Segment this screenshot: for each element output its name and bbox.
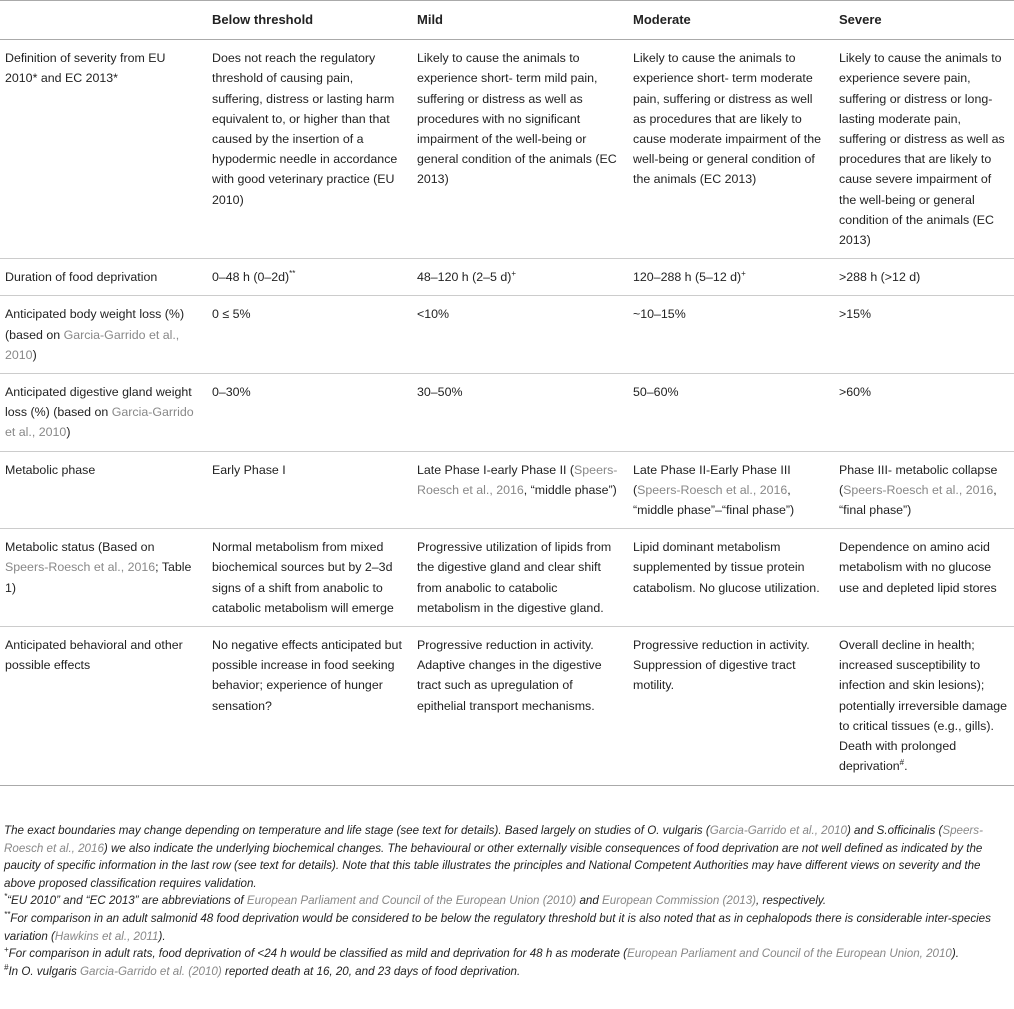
row-label: Metabolic phase (5, 462, 96, 477)
table-row-behavioral-effects (0, 627, 1014, 785)
table-cell: Lipid dominant metabolism supplemented by tissue protein catabolism. No glucose utilization. (633, 540, 820, 595)
table-cell: Progressive reduction in activity. Suppression of digestive tract motility. (633, 638, 810, 693)
row-label: Duration of food deprivation (5, 270, 158, 285)
header-cell-empty (0, 1, 207, 40)
footnote-general: The exact boundaries may change depending on temperature and life stage (see text for details). Based largely on studies of O. vulgaris (Garcia-Garrido et al., 2010) and S.officinalis (Speers-Roesch et al., 2016) we also indicate the underlying biochemical changes. The behavioural or other externally visible consequences of food deprivation are not well defined as indicated by the paucity of specific information in the last row (see text for details). Note that this table illustrates the principles and National Competent Authorities may have different views on severity and the above proposed classification requires validation. (4, 824, 983, 890)
table-cell: Does not reach the regulatory threshold of causing pain, suffering, distress or lasting harm equivalent to, or higher than that caused by the insertion of a hypodermic needle in accordance with good veterinary practice (EU 2010) (212, 51, 398, 207)
header-moderate: Moderate (628, 1, 834, 40)
table-cell: 48–120 h (2–5 d)+ (417, 269, 517, 285)
table-cell: 0–30% (212, 385, 251, 400)
header-row (0, 1, 1014, 40)
table-cell: No negative effects anticipated but possible increase in food seeking behavior; experience of hunger sensation? (212, 638, 402, 713)
table-cell: Likely to cause the animals to experience short- term mild pain, suffering or distress as well as procedures with no significant impairment of the well-being or general condition of the animals (EC 2013) (417, 51, 617, 187)
header-mild: Mild (412, 1, 628, 40)
reference-link[interactable]: Garcia-Garrido et al., 2010 (5, 405, 194, 440)
table-cell: >60% (839, 385, 872, 400)
row-label: Anticipated behavioral and other possible effects (5, 638, 183, 673)
reference-link[interactable]: European Parliament and Council of the European Union (2010) (246, 894, 577, 908)
table-row-metabolic-phase (0, 451, 1014, 529)
table-cell: >288 h (>12 d) (839, 270, 921, 285)
footnote-plus: +For comparison in adult rats, food deprivation of <24 h would be classified as mild and deprivation for 48 h as moderate (European Parliament and Council of the European Union, 2010). (4, 945, 959, 961)
footnote-mark: ** (289, 269, 296, 279)
reference-link[interactable]: European Commission (2013) (602, 894, 757, 908)
table-cell: 50–60% (633, 385, 679, 400)
table-cell: 0 ≤ 5% (212, 307, 251, 322)
footnote-mark: + (511, 269, 517, 279)
table-row-digestive-gland (0, 374, 1014, 452)
table-row-duration (0, 259, 1014, 296)
table-cell: Dependence on amino acid metabolism with no glucose use and depleted lipid stores (839, 540, 997, 595)
row-label: Anticipated digestive gland weight loss (%) (based on Garcia-Garrido et al., 2010) (5, 385, 194, 440)
table-cell: 0–48 h (0–2d)** (212, 269, 296, 285)
table-cell: 120–288 h (5–12 d)+ (633, 269, 746, 285)
footnote-mark: + (741, 269, 746, 279)
table-footnotes (4, 822, 1008, 980)
reference-link[interactable]: Speers-Roesch et al., 2016 (4, 824, 983, 855)
row-label: Metabolic status (Based on Speers-Roesch et al., 2016; Table 1) (5, 540, 192, 595)
table-row-metabolic-status (0, 529, 1014, 627)
reference-link[interactable]: Speers-Roesch et al., 2016 (843, 482, 994, 497)
table-cell: Progressive utilization of lipids from the digestive gland and clear shift from anabolic to catabolic metabolism in the digestive gland. (417, 540, 612, 615)
table-cell: Late Phase I-early Phase II (Speers-Roesch et al., 2016, “middle phase”) (417, 462, 618, 497)
reference-link[interactable]: European Parliament and Council of the European Union, 2010 (627, 947, 952, 961)
reference-link[interactable]: Hawkins et al., 2011 (54, 929, 159, 943)
table-cell: 30–50% (417, 385, 463, 400)
reference-link[interactable]: Speers-Roesch et al., 2016 (637, 482, 788, 497)
row-label: Anticipated body weight loss (%) (based on Garcia-Garrido et al., 2010) (5, 307, 185, 362)
reference-link[interactable]: Speers-Roesch et al., 2016 (5, 560, 156, 575)
table-row-body-weight (0, 296, 1014, 374)
table-cell: Progressive reduction in activity. Adaptive changes in the digestive tract such as upregulation of epithelial transport mechanisms. (417, 638, 602, 713)
header-severe: Severe (834, 1, 1014, 40)
reference-link[interactable]: Speers-Roesch et al., 2016 (417, 462, 618, 497)
table-cell: Late Phase II-Early Phase III (Speers-Roesch et al., 2016, “middle phase”–“final phase”) (633, 462, 795, 518)
table-cell: <10% (417, 307, 450, 322)
table-cell: Overall decline in health; increased susceptibility to infection and skin lesions); potentially irreversible damage to critical tissues (e.g., gills). Death with prolonged deprivation#. (839, 638, 1008, 774)
reference-link[interactable]: Garcia-Garrido et al. (2010) (79, 964, 222, 978)
table-cell: Early Phase I (212, 462, 286, 477)
footnote-mark: # (899, 758, 905, 768)
table-cell: >15% (839, 307, 872, 322)
reference-link[interactable]: Garcia-Garrido et al., 2010 (5, 327, 180, 362)
table-row-definition (0, 40, 1014, 259)
row-label: Definition of severity from EU 2010* and EC 2013* (5, 51, 166, 86)
table-cell: ~10–15% (633, 307, 686, 322)
table-cell: Normal metabolism from mixed biochemical sources but by 2–3d signs of a shift from anabolic to catabolic metabolism will emerge (212, 540, 394, 615)
reference-link[interactable]: Garcia-Garrido et al., 2010 (709, 824, 847, 837)
footnote-double-star: **For comparison in an adult salmonid 48 food deprivation would be considered to be below the regulatory threshold but it is also noted that as in cephalopods there is considerable inter-species variation (Hawkins et al., 2011). (4, 910, 991, 943)
footnote-hash: #In O. vulgaris Garcia-Garrido et al. (2010) reported death at 16, 20, and 23 days of food deprivation. (4, 962, 521, 978)
table-cell: Likely to cause the animals to experience severe pain, suffering or distress or long-lasting moderate pain, suffering or distress as well as procedures that are likely to cause severe impairment of the well-being or general condition of the animals (EC 2013) (839, 51, 1005, 248)
table-cell: Phase III- metabolic collapse (Speers-Roesch et al., 2016, “final phase”) (839, 462, 998, 518)
table-cell: Likely to cause the animals to experience short- term moderate pain, suffering or distress as well as procedures that are likely to cause moderate impairment of the well-being or general condition of the animals (EC 2013) (633, 51, 822, 187)
header-below-threshold: Below threshold (207, 1, 412, 40)
footnote-star: *“EU 2010” and “EC 2013” are abbreviations of European Parliament and Council of the European Union (2010) and European Commission (2013), respectively. (4, 892, 827, 908)
